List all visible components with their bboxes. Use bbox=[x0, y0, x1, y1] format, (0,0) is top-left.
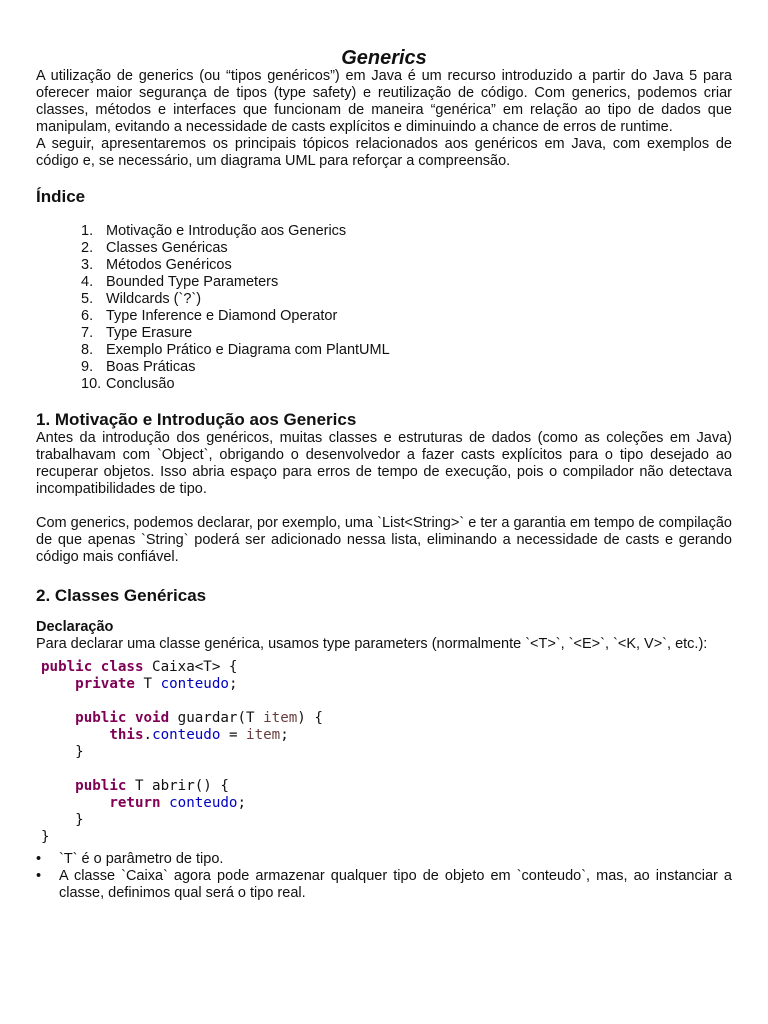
code-keyword: this bbox=[109, 727, 144, 743]
bullet-item bbox=[36, 868, 732, 902]
code-keyword: void bbox=[134, 710, 170, 726]
code-parameter: item bbox=[246, 727, 281, 743]
toc-item bbox=[36, 359, 732, 376]
bullet-symbol: • bbox=[36, 851, 42, 867]
toc-item bbox=[36, 291, 732, 308]
toc-item-label: Type Erasure bbox=[106, 325, 193, 341]
index-heading: Índice bbox=[36, 187, 86, 206]
section-2-paragraph: Para declarar uma classe genérica, usamos type parameters (normalmente `<T>`, `<E>`, `<K, V>`, etc.): bbox=[36, 636, 708, 652]
toc-item-label: Wildcards (`?`) bbox=[106, 291, 202, 307]
toc-item-number: 6. bbox=[81, 308, 94, 324]
code-keyword: public bbox=[41, 659, 93, 675]
toc-item-number: 3. bbox=[81, 257, 94, 273]
code-block: public class Caixa<T> { private T conteudo; public void guardar(T item) { this.conteudo = item; } public T abrir() { return conteudo; } } bbox=[41, 659, 323, 845]
toc-item-number: 4. bbox=[81, 274, 94, 290]
toc-item-label: Métodos Genéricos bbox=[106, 257, 232, 273]
toc-item-number: 9. bbox=[81, 359, 94, 375]
toc-item-label: Type Inference e Diamond Operator bbox=[106, 308, 338, 324]
toc-item bbox=[36, 342, 732, 359]
document-page bbox=[36, 46, 732, 902]
toc-item bbox=[36, 257, 732, 274]
toc-item bbox=[36, 240, 732, 257]
toc-item-label: Conclusão bbox=[106, 376, 175, 392]
toc-item bbox=[36, 223, 732, 240]
section-2-heading: 2. Classes Genéricas bbox=[36, 586, 207, 605]
section-1-paragraph-2: Com generics, podemos declarar, por exemplo, uma `List<String>` e ter a garantia em tempo de compilação de que apenas `String` poderá ser adicionado nessa lista, eliminando a necessidade de casts e gerando código mais confiável. bbox=[36, 515, 732, 565]
code-parameter: item bbox=[263, 710, 298, 726]
toc-item-number: 10. bbox=[81, 376, 102, 392]
code-text: T bbox=[134, 676, 161, 692]
toc-item-number: 8. bbox=[81, 342, 94, 358]
toc-item-label: Classes Genéricas bbox=[106, 240, 228, 256]
toc-item-number: 2. bbox=[81, 240, 94, 256]
code-text: T abrir() { bbox=[126, 778, 229, 794]
intro-paragraph-1: A utilização de generics (ou “tipos genéricos”) em Java é um recurso introduzido a partir do Java 5 para oferecer maior segurança de tipos (type safety) e reutilização de código. Com generics, podemos criar classes, métodos e interfaces que funcionam de maneira “genérica” em relação ao tipo de dados que manipulam, evitando a necessidade de casts explícitos e diminuindo a chance de erros de runtime. bbox=[36, 68, 732, 135]
toc-item bbox=[36, 274, 732, 291]
paragraph-spacer bbox=[36, 498, 732, 515]
toc-item-number: 5. bbox=[81, 291, 94, 307]
toc-item-label: Motivação e Introdução aos Generics bbox=[106, 223, 347, 239]
toc-item bbox=[36, 308, 732, 325]
code-keyword: return bbox=[109, 795, 161, 811]
code-field: conteudo bbox=[160, 676, 229, 692]
code-keyword: public bbox=[75, 710, 127, 726]
bullet-item bbox=[36, 851, 732, 868]
toc-item-label: Boas Práticas bbox=[106, 359, 196, 375]
bullet-symbol: • bbox=[36, 868, 42, 884]
section-1-paragraph-1: Antes da introdução dos genéricos, muitas classes e estruturas de dados (como as coleções em Java) trabalhavam com `Object`, obrigando o desenvolvedor a fazer casts explícitos para o tipo desejado ao recuperar objetos. Isso abria espaço para erros de tempo de execução, pois o compilador não detectava incompatibilidades de tipo. bbox=[36, 430, 732, 497]
toc-item-label: Exemplo Prático e Diagrama com PlantUML bbox=[106, 342, 390, 358]
toc-item-number: 1. bbox=[81, 223, 94, 239]
code-keyword: public bbox=[75, 778, 127, 794]
code-text: guardar(T bbox=[169, 710, 264, 726]
table-of-contents bbox=[36, 223, 732, 393]
toc-item-number: 7. bbox=[81, 325, 94, 341]
code-keyword: private bbox=[75, 676, 135, 692]
bullet-text: `T` é o parâmetro de tipo. bbox=[59, 851, 224, 867]
declaration-subheading: Declaração bbox=[36, 619, 114, 635]
document-title: Generics bbox=[341, 47, 427, 69]
code-text: Caixa<T> { bbox=[143, 659, 238, 675]
intro-paragraph-2: A seguir, apresentaremos os principais tópicos relacionados aos genéricos em Java, com exemplos de código e, se necessário, um diagrama UML para reforçar a compreensão. bbox=[36, 136, 732, 169]
toc-item bbox=[36, 376, 732, 393]
toc-item bbox=[36, 325, 732, 342]
code-field: conteudo bbox=[169, 795, 238, 811]
toc-item-label: Bounded Type Parameters bbox=[106, 274, 279, 290]
code-field: conteudo bbox=[152, 727, 221, 743]
section-1-heading: 1. Motivação e Introdução aos Generics bbox=[36, 410, 357, 429]
bullet-list bbox=[36, 851, 732, 902]
bullet-text: A classe `Caixa` agora pode armazenar qualquer tipo de objeto em `conteudo`, mas, ao instanciar a classe, definimos qual será o tipo real. bbox=[59, 868, 732, 901]
code-keyword: class bbox=[100, 659, 144, 675]
